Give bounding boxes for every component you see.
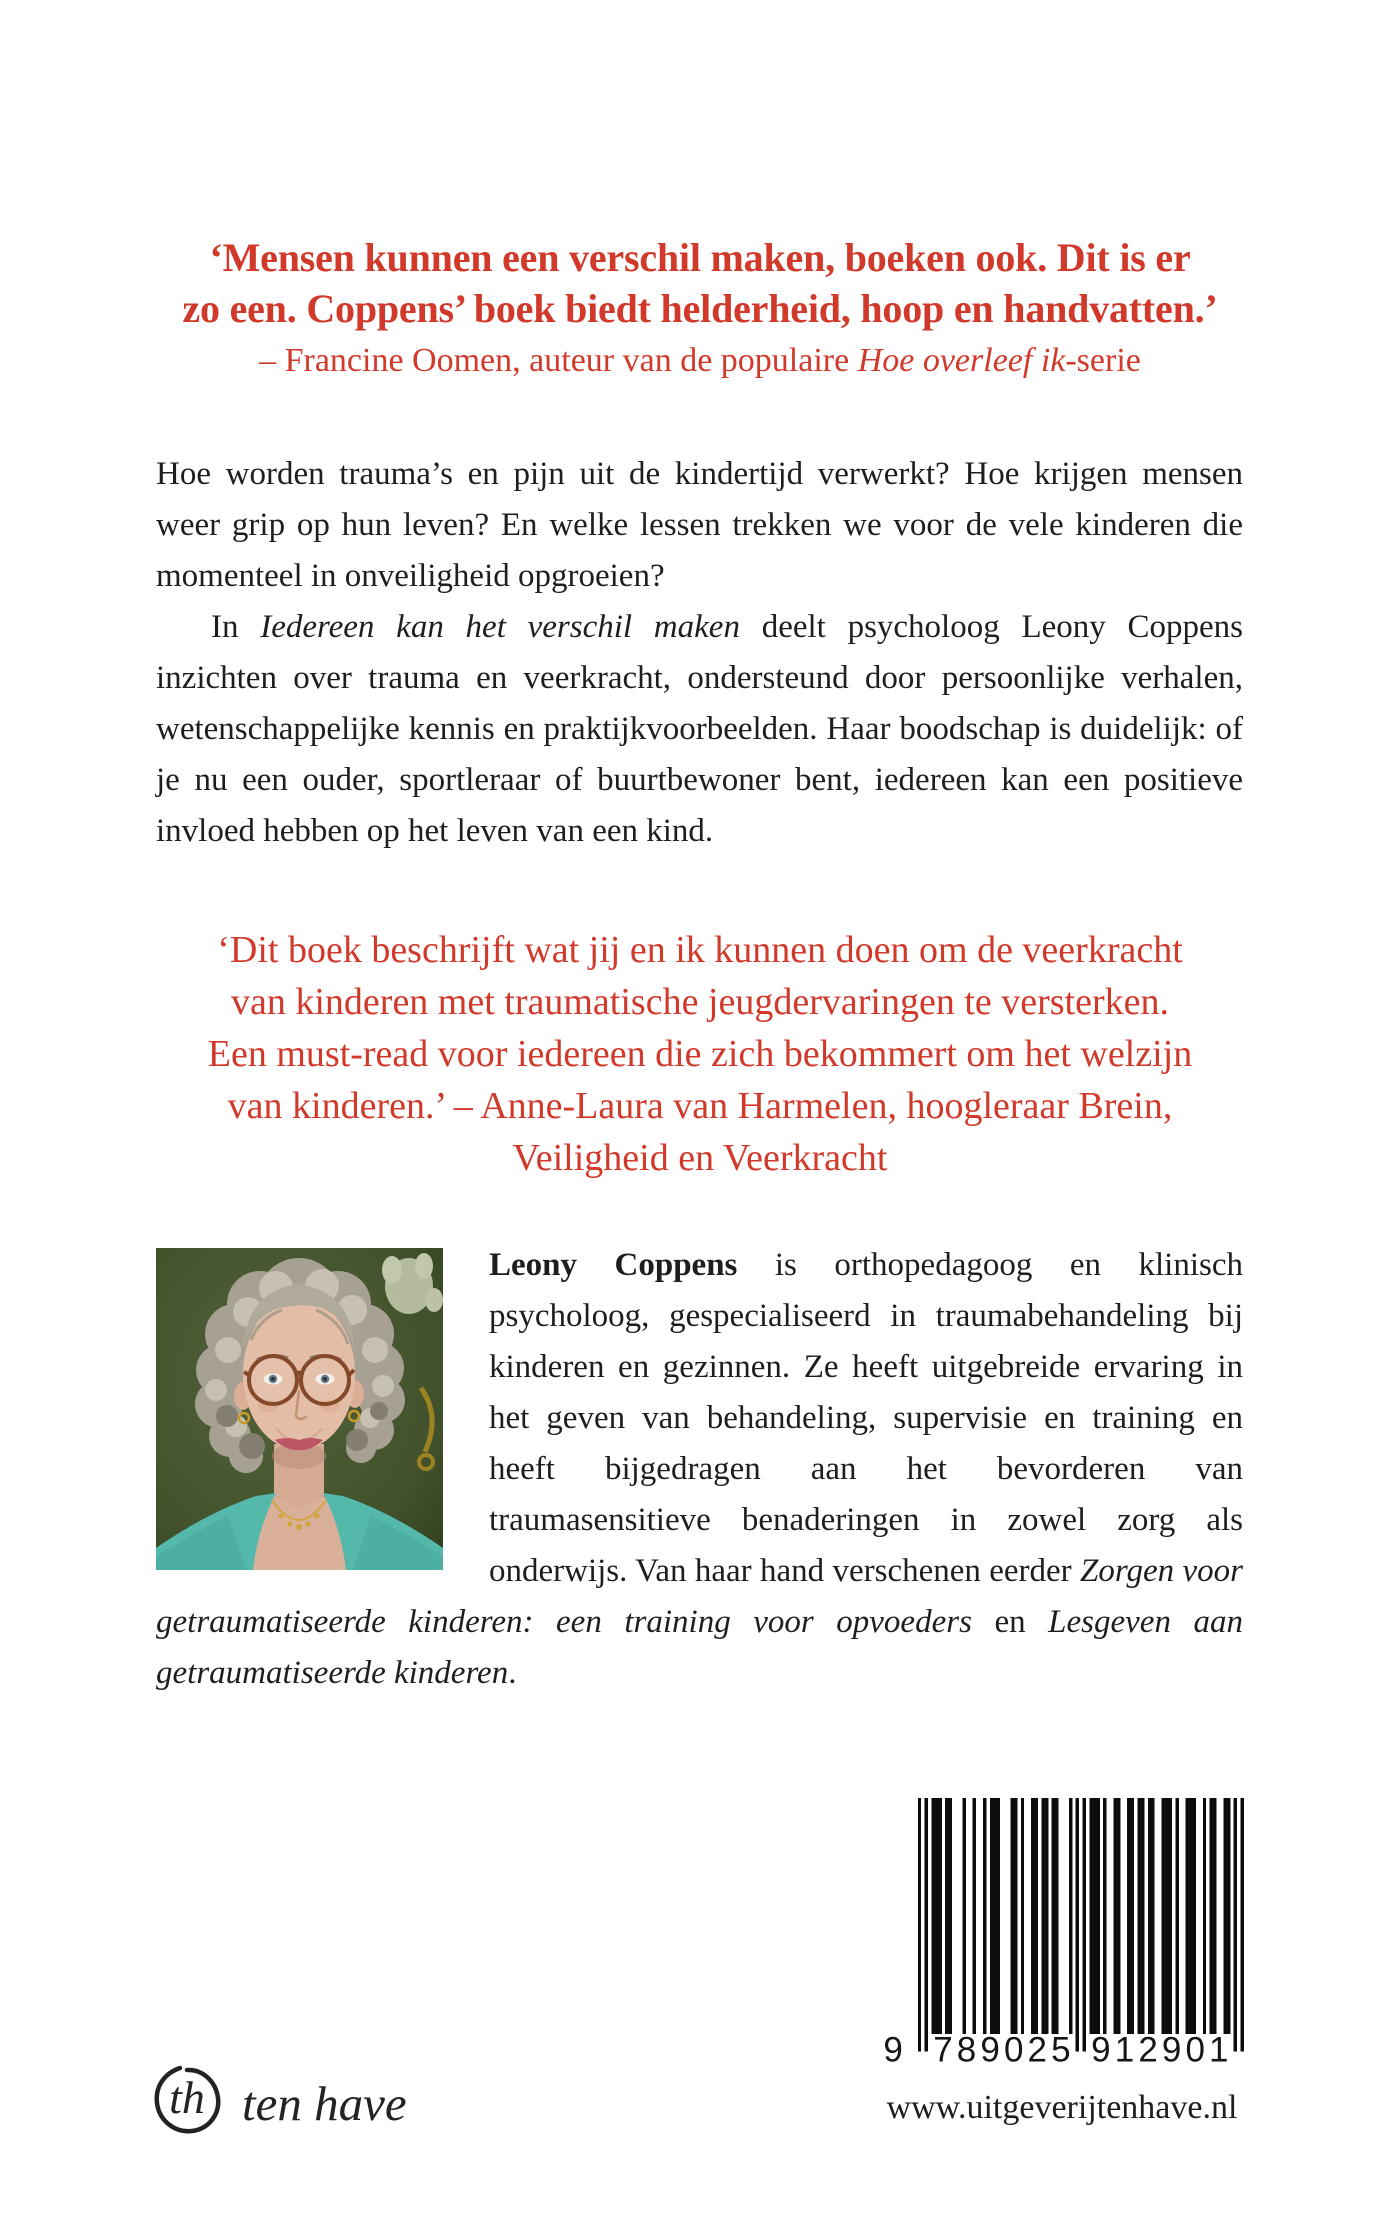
- isbn-barcode: [880, 1798, 1244, 2065]
- synopsis-paragraph-2: [156, 602, 1243, 857]
- bio-book-2: Lesgeven aan getraumatiseerde kinderen: [156, 1604, 1243, 1691]
- author-name: Leony Coppens: [489, 1247, 738, 1283]
- paragraph2-body: deelt psycholoog Leony Coppens inzichten over trauma en veerkracht, ondersteund door persoonlijke verhalen, wetenschappelijke kennis en praktijkvoorbeelden. Haar boodschap is duidelijk: of je nu een ouder, sportleraar of buurtbewoner bent, iedereen kan een positieve invloed hebben op het leven van een kind.: [156, 609, 1244, 849]
- endorsement-quote-top-attribution: [100, 334, 1300, 387]
- publisher-logo: [150, 2056, 407, 2144]
- author-photo: [156, 1248, 443, 1570]
- attribution-suffix: -serie: [1065, 342, 1141, 379]
- bio-text-1: is orthopedagoog en klinisch psycholoog, gespecialiseerd in traumabehandeling bij kinderen en gezinnen. Ze heeft uitgebreide ervaring in het geven van behandeling, supervisie en training en heeft bijgedragen aan het bevorderen van traumasensitieve benaderingen in zowel zorg als onderwijs. Van haar hand verschenen eerder: [489, 1247, 1243, 1589]
- paragraph2-prefix: In: [211, 609, 261, 645]
- endorsement-quote-top-text: ‘Mensen kunnen een verschil maken, boeken ook. Dit is er zo een. Coppens’ boek biedt helderheid, hoop en handvatten.’: [182, 235, 1218, 331]
- barcode-digits-group2: 912901: [1091, 2030, 1229, 2065]
- author-bio: [156, 1240, 1243, 1699]
- book-title-italic: Iedereen kan het verschil maken: [260, 609, 740, 645]
- barcode-digits-group1: 789025: [933, 2030, 1071, 2065]
- attribution-prefix: – Francine Oomen, auteur van de populaire: [259, 342, 858, 379]
- bio-text-3: .: [508, 1655, 517, 1691]
- author-photo-image: [156, 1248, 443, 1570]
- publisher-monogram-icon: [150, 2056, 226, 2144]
- endorsement-quote-top: [100, 232, 1300, 387]
- attribution-series-title: Hoe overleef ik: [857, 342, 1066, 379]
- publisher-website: www.uitgeverijtenhave.nl: [886, 2089, 1238, 2126]
- publisher-name: ten have: [242, 2075, 407, 2131]
- barcode-digit-first: 9: [883, 2030, 903, 2065]
- bio-book-1: Zorgen voor getraumatiseerde kinderen: een training voor opvoeders: [156, 1553, 1244, 1640]
- bio-text-2: en: [971, 1604, 1049, 1640]
- publisher-monogram: th: [169, 2072, 205, 2123]
- synopsis-paragraph-1: Hoe worden trauma’s en pijn uit de kindertijd verwerkt? Hoe krijgen mensen weer grip op hun leven? En welke lessen trekken we voor de vele kinderen die momenteel in onveiligheid opgroeien?: [156, 456, 1243, 594]
- endorsement-quote-middle: ‘Dit boek beschrijft wat jij en ik kunnen doen om de veerkracht van kinderen met traumatische jeugdervaringen te versterken. Een must-read voor iedereen die zich bekommert om het welzijn van kinderen.’ – Anne-Laura van Harmelen, hoogleraar Brein, Veiligheid en Veerkracht: [207, 929, 1193, 1179]
- barcode-bars: [918, 1798, 1244, 2051]
- synopsis: [156, 449, 1243, 857]
